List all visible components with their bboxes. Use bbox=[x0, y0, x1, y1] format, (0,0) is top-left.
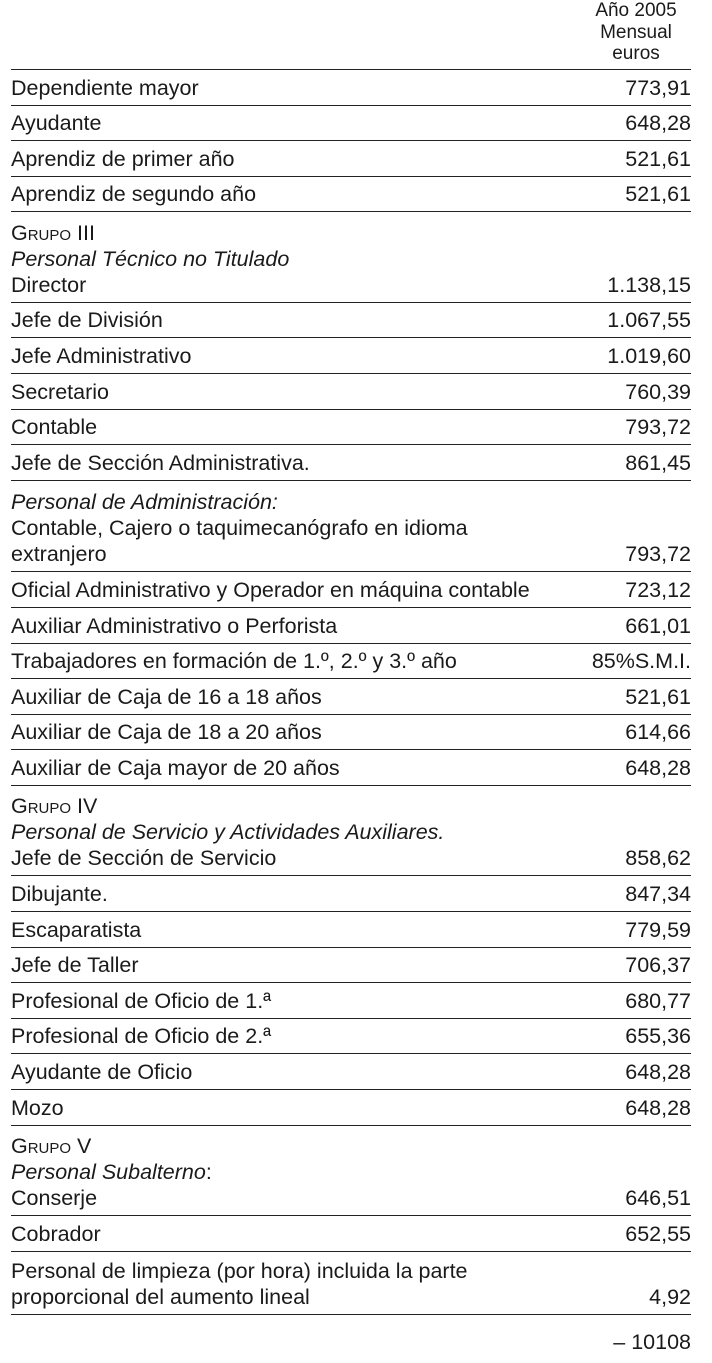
table-row-label: Jefe de Taller bbox=[11, 953, 139, 978]
table-row-label: Aprendiz de primer año bbox=[11, 146, 235, 171]
table-row-label: Auxiliar Administrativo o Perforista bbox=[11, 613, 338, 638]
group-subtitle: Personal Técnico no Titulado bbox=[11, 246, 290, 271]
table-row-value: 648,28 bbox=[625, 111, 691, 136]
table-row bbox=[11, 608, 691, 644]
table-row-value: 648,28 bbox=[625, 1059, 691, 1084]
table-row-label: Profesional de Oficio de 2.ª bbox=[11, 1024, 272, 1049]
table-row-label: Jefe Administrativo bbox=[11, 344, 192, 369]
table-row bbox=[11, 572, 691, 608]
table-row-value: 793,72 bbox=[625, 542, 691, 567]
table-row bbox=[11, 715, 691, 751]
table-row-value: 521,61 bbox=[625, 182, 691, 207]
table-row-label: Dibujante. bbox=[11, 882, 108, 906]
group-subtitle: Personal Subalterno bbox=[11, 1160, 206, 1185]
table-row bbox=[11, 983, 691, 1019]
table-row-label: Auxiliar de Caja de 16 a 18 años bbox=[11, 684, 322, 709]
admin-block bbox=[11, 481, 691, 573]
table-row-value: 706,37 bbox=[625, 953, 691, 978]
column-header-year: Año 2005 bbox=[595, 0, 677, 21]
table-row-label: Ayudante bbox=[11, 111, 102, 136]
table-row bbox=[11, 750, 691, 786]
section-subtitle: Personal de Administración: bbox=[11, 490, 278, 515]
table-row-label: Auxiliar de Caja de 18 a 20 años bbox=[11, 720, 322, 745]
table-row-value: 680,77 bbox=[625, 988, 691, 1013]
table-row-label: Jefe de Sección Administrativa. bbox=[11, 450, 310, 475]
table-row bbox=[11, 106, 691, 142]
table-row-value: 1.067,55 bbox=[607, 308, 691, 333]
table-row bbox=[11, 1019, 691, 1055]
table-row-value: 652,55 bbox=[625, 1221, 691, 1246]
table-row-label: Director bbox=[11, 272, 87, 297]
table-row-value: 723,12 bbox=[625, 577, 691, 602]
table-row bbox=[11, 445, 691, 481]
table-row-value: 648,28 bbox=[625, 1095, 691, 1120]
table-row-value: 858,62 bbox=[625, 846, 691, 871]
page-code: – 10108 bbox=[613, 1329, 691, 1354]
table-row-value: 646,51 bbox=[625, 1186, 691, 1211]
table-row-value: 661,01 bbox=[625, 613, 691, 638]
table-row-label: Auxiliar de Caja mayor de 20 años bbox=[11, 755, 340, 780]
table-row-value: 773,91 bbox=[625, 75, 691, 100]
table-row bbox=[11, 141, 691, 177]
table-row bbox=[11, 912, 691, 948]
table-row-label: Personal de limpieza (por hora) incluida la parte proporcional del aumento lineal bbox=[11, 1258, 468, 1309]
table-row-value: 1.019,60 bbox=[607, 344, 691, 369]
table-row-value: 85%S.M.I. bbox=[591, 649, 691, 674]
table-row-label: Oficial Administrativo y Operador en máquina contable bbox=[11, 577, 530, 602]
table-row bbox=[11, 644, 691, 680]
group4-block bbox=[11, 786, 691, 877]
table-row-label: Escaparatista bbox=[11, 917, 142, 942]
table-row-label: Contable bbox=[11, 415, 98, 440]
group5-block bbox=[11, 1126, 691, 1217]
group-title: Grupo V bbox=[11, 1134, 92, 1159]
table-row-value: 521,61 bbox=[625, 684, 691, 709]
table-row bbox=[11, 303, 691, 339]
group-title: Grupo IV bbox=[11, 794, 98, 819]
table-row-label: Aprendiz de segundo año bbox=[11, 182, 257, 207]
column-header-period: Mensual bbox=[600, 21, 672, 43]
table-row-value: 655,36 bbox=[625, 1024, 691, 1049]
group-title: Grupo III bbox=[11, 220, 95, 245]
table-row-value: 4,92 bbox=[649, 1284, 691, 1309]
column-header bbox=[581, 0, 691, 69]
table-row-value: 847,34 bbox=[625, 882, 691, 906]
table-row bbox=[11, 177, 691, 213]
table-row-label: Secretario bbox=[11, 379, 109, 404]
table-row bbox=[11, 1216, 691, 1252]
table-row-label: Ayudante de Oficio bbox=[11, 1059, 193, 1084]
table-row-label: Dependiente mayor bbox=[11, 75, 199, 100]
table-row bbox=[11, 948, 691, 984]
table-row-label: Jefe de División bbox=[11, 308, 163, 333]
table-row bbox=[11, 410, 691, 446]
last-row bbox=[11, 1252, 691, 1315]
table-row-value: 793,72 bbox=[625, 415, 691, 440]
table-row-label: Jefe de Sección de Servicio bbox=[11, 846, 277, 871]
table-row bbox=[11, 338, 691, 374]
table-row bbox=[11, 876, 691, 912]
table-row-label: Conserje bbox=[11, 1186, 98, 1211]
table-row-label: Profesional de Oficio de 1.ª bbox=[11, 988, 272, 1013]
table-row-value: 779,59 bbox=[625, 917, 691, 942]
table-row-value: 614,66 bbox=[625, 720, 691, 745]
table-row-value: 648,28 bbox=[625, 755, 691, 780]
table-row bbox=[11, 1090, 691, 1126]
table-row bbox=[11, 374, 691, 410]
table-row bbox=[11, 70, 691, 106]
group3-block bbox=[11, 212, 691, 303]
table-row-label: Contable, Cajero o taquimecanógrafo en idioma extranjero bbox=[11, 516, 468, 567]
table-row-label: Mozo bbox=[11, 1095, 64, 1120]
table-row-value: 861,45 bbox=[625, 450, 691, 475]
table-row-label: Trabajadores en formación de 1.º, 2.º y 3.º año bbox=[11, 649, 457, 674]
group-subtitle-suffix: : bbox=[205, 1160, 212, 1185]
table-row bbox=[11, 1054, 691, 1090]
table-row bbox=[11, 679, 691, 715]
table-header bbox=[11, 0, 691, 70]
salary-table bbox=[11, 0, 691, 1355]
group-subtitle: Personal de Servicio y Actividades Auxiliares. bbox=[11, 820, 445, 845]
table-row-label: Cobrador bbox=[11, 1221, 101, 1246]
table-row-value: 521,61 bbox=[625, 146, 691, 171]
table-row-value: 1.138,15 bbox=[607, 272, 691, 297]
column-header-unit: euros bbox=[612, 43, 660, 64]
table-row-value: 760,39 bbox=[625, 379, 691, 404]
